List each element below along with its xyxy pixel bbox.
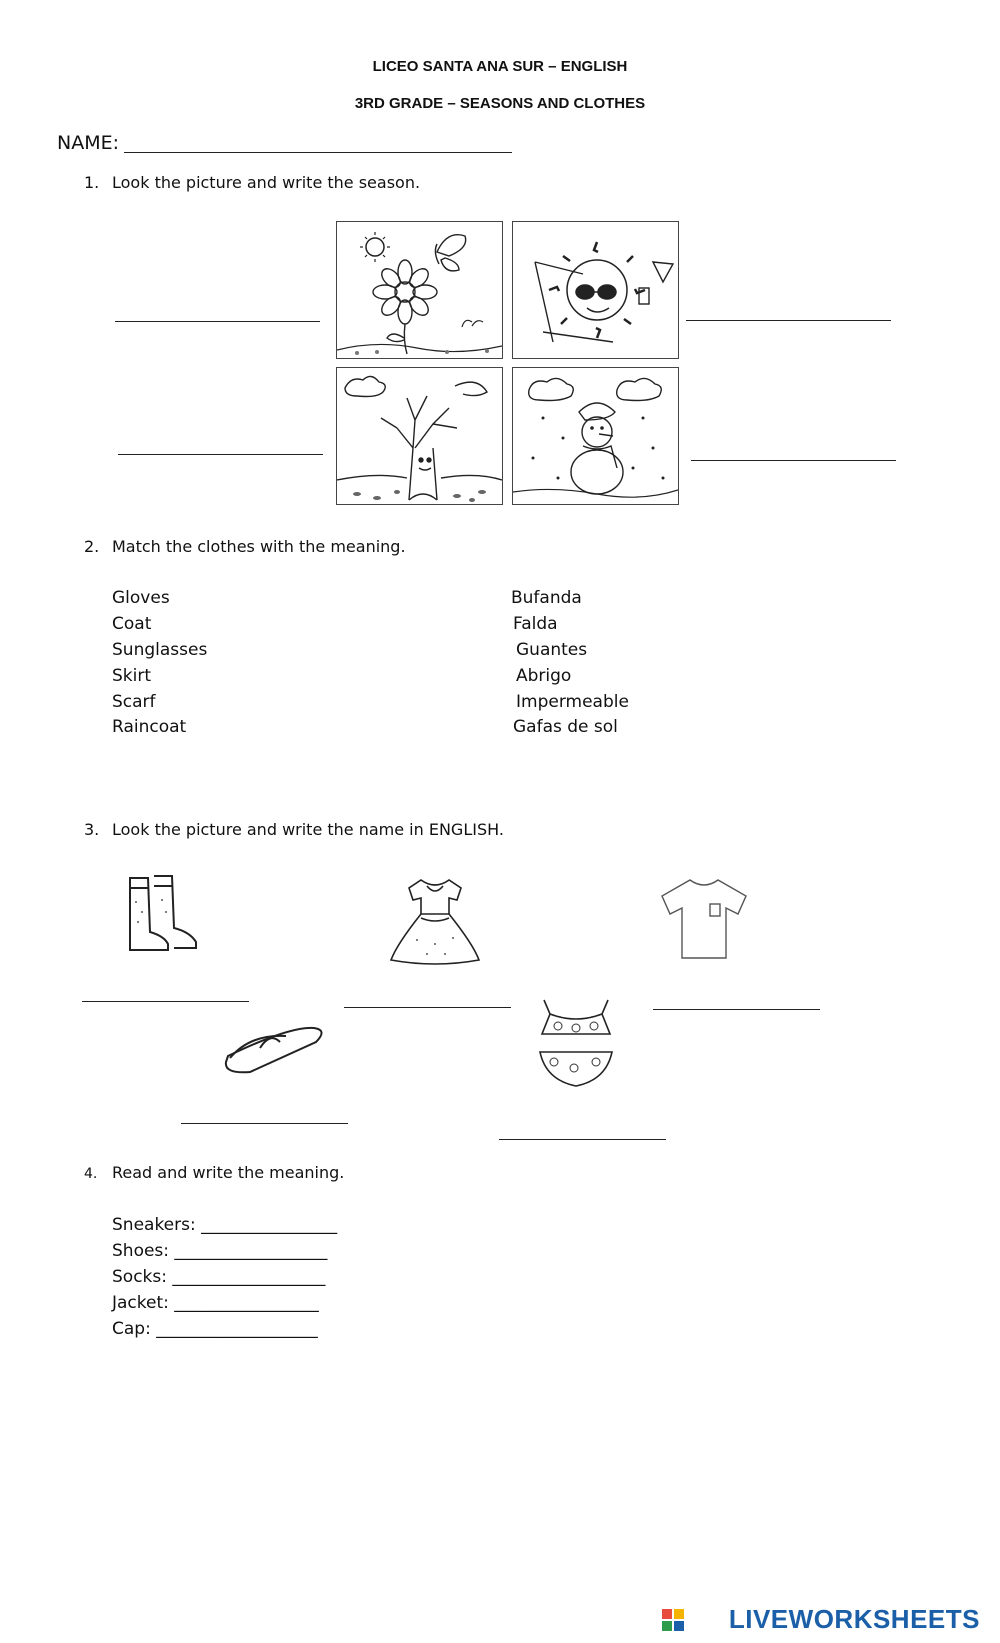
clothes-answer-line-dress[interactable]	[344, 1007, 511, 1008]
meaning-word-gafas-de-sol[interactable]: Gafas de sol	[513, 717, 618, 737]
swimsuit-picture	[536, 992, 616, 1092]
autumn-picture	[336, 367, 503, 505]
clothes-answer-line-boots[interactable]	[82, 1001, 249, 1002]
meaning-word-falda[interactable]: Falda	[513, 614, 558, 634]
meaning-word-impermeable[interactable]: Impermeable	[516, 692, 629, 712]
summer-picture	[512, 221, 679, 359]
question-1-number: 1.	[84, 173, 100, 192]
dress-picture	[387, 874, 483, 966]
question-2-number: 2.	[84, 537, 100, 556]
question-1	[84, 173, 420, 192]
spring-picture	[336, 221, 503, 359]
winter-picture	[512, 367, 679, 505]
question-4-number: 4.	[84, 1166, 98, 1182]
boots-picture	[124, 872, 204, 954]
clothes-word-scarf[interactable]: Scarf	[112, 692, 156, 712]
clothes-word-skirt[interactable]: Skirt	[112, 666, 152, 686]
question-2-text: Match the clothes with the meaning.	[112, 537, 406, 556]
meaning-item-cap[interactable]: Cap: ___________________	[112, 1319, 318, 1339]
meaning-item-sneakers[interactable]: Sneakers: ________________	[112, 1215, 338, 1235]
meaning-word-bufanda[interactable]: Bufanda	[511, 588, 582, 608]
name-label: NAME:	[57, 132, 120, 154]
meaning-word-abrigo[interactable]: Abrigo	[516, 666, 572, 686]
question-4	[84, 1163, 344, 1182]
meaning-item-jacket[interactable]: Jacket: _________________	[112, 1293, 319, 1313]
clothes-answer-line-tshirt[interactable]	[653, 1009, 820, 1010]
question-1-text: Look the picture and write the season.	[112, 173, 421, 192]
clothes-answer-line-swimsuit[interactable]	[499, 1139, 666, 1140]
liveworksheets-logo-icon	[662, 1609, 684, 1631]
worksheet-subtitle: 3RD GRADE – SEASONS AND CLOTHES	[354, 95, 646, 112]
question-4-text: Read and write the meaning.	[112, 1163, 345, 1182]
question-2	[84, 537, 406, 556]
clothes-word-gloves[interactable]: Gloves	[112, 588, 170, 608]
season-answer-line-autumn[interactable]	[118, 454, 323, 455]
clothes-word-coat[interactable]: Coat	[112, 614, 152, 634]
clothes-word-raincoat[interactable]: Raincoat	[112, 717, 187, 737]
clothes-word-sunglasses[interactable]: Sunglasses	[112, 640, 208, 660]
question-3-number: 3.	[84, 820, 100, 839]
meaning-word-guantes[interactable]: Guantes	[516, 640, 588, 660]
season-answer-line-summer[interactable]	[686, 320, 891, 321]
season-answer-line-spring[interactable]	[115, 321, 320, 322]
worksheet-school-title: LICEO SANTA ANA SUR – ENGLISH	[372, 58, 628, 75]
name-input-line[interactable]	[124, 152, 512, 153]
question-3-text: Look the picture and write the name in ENGLISH.	[112, 820, 504, 839]
clothes-answer-line-flip-flops[interactable]	[181, 1123, 348, 1124]
meaning-item-socks[interactable]: Socks: __________________	[112, 1267, 326, 1287]
tshirt-picture	[656, 874, 752, 960]
liveworksheets-brand[interactable]: LIVEWORKSHEETS	[728, 1604, 980, 1634]
flip-flop-picture	[220, 1022, 328, 1076]
meaning-item-shoes[interactable]: Shoes: __________________	[112, 1241, 328, 1261]
season-answer-line-winter[interactable]	[691, 460, 896, 461]
question-3	[84, 820, 504, 839]
